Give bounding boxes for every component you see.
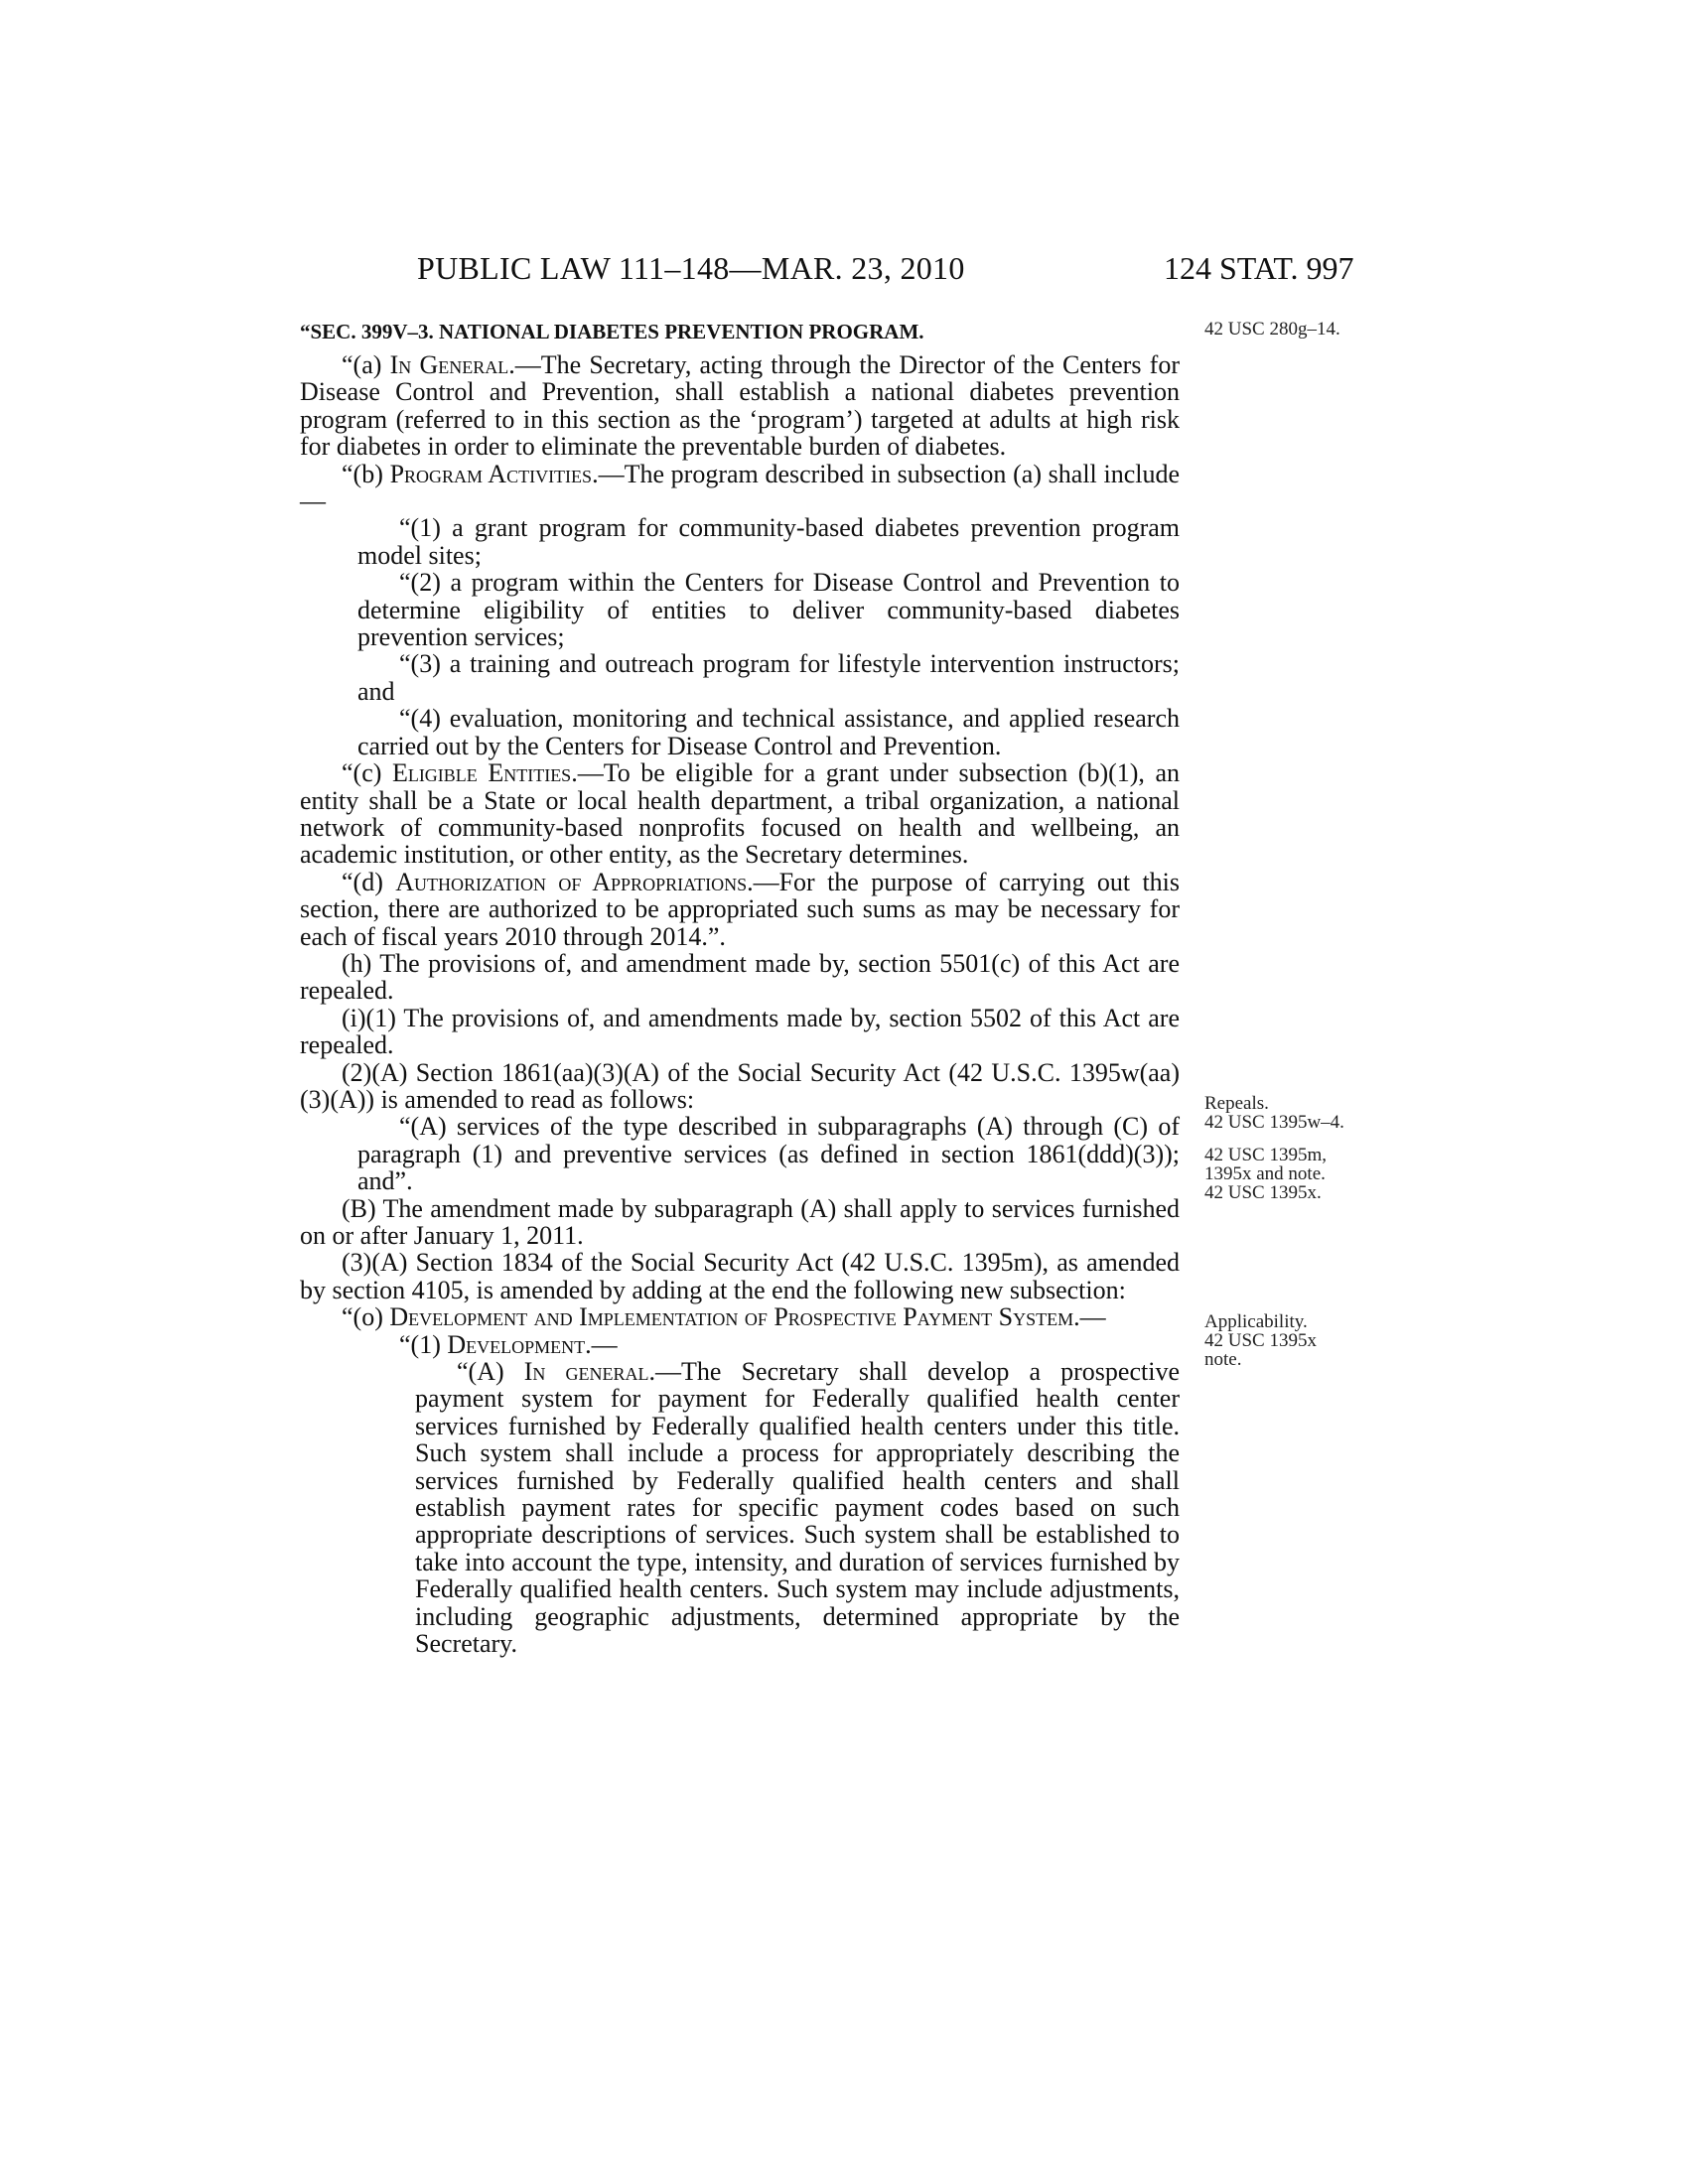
paragraph-o1: “(1) Development.— xyxy=(399,1329,618,1359)
section-heading: “SEC. 399V–3. NATIONAL DIABETES PREVENTION PROGRAM. xyxy=(300,320,924,343)
subsection-i3A: (3)(A) Section 1834 of the Social Security Act (42 U.S.C. 1395m), as amended by section 4105, is amended by adding at the end the following new subsection: xyxy=(300,1248,1180,1304)
margin-note-usc-280g: 42 USC 280g–14. xyxy=(1204,319,1340,340)
quoted-subparagraph-A: “(A) services of the type described in subparagraphs (A) through (C) of paragraph (1) and preventive services (as defined in section 1861(ddd)(3)); and”. xyxy=(357,1112,1180,1196)
statute-page-number: 124 STAT. 997 xyxy=(1164,250,1354,286)
new-subsection-o: “(o) Development and Implementation of Prospective Payment System.— xyxy=(342,1302,1106,1332)
subsection-a-heading: In General xyxy=(389,350,509,379)
subsection-i2A: (2)(A) Section 1861(aa)(3)(A) of the Social Security Act (42 U.S.C. 1395w(aa)(3)(A)) is amended to read as follows: xyxy=(300,1057,1180,1114)
subsection-h: (h) The provisions of, and amendment made by, section 5501(c) of this Act are repealed. xyxy=(300,948,1180,1006)
running-header-title: PUBLIC LAW 111–148—MAR. 23, 2010 xyxy=(417,250,965,286)
paragraph-o1-heading: Development xyxy=(447,1329,586,1359)
paragraph-b4: “(4) evaluation, monitoring and technical assistance, and applied research carried out by the Centers for Disease Control and Prevention. xyxy=(357,704,1180,760)
subsection-i2B: (B) The amendment made by subparagraph (A) shall apply to services furnished on or after January 1, 2011. xyxy=(300,1193,1180,1250)
subsection-c-heading: Eligible Entities xyxy=(391,758,572,788)
paragraph-b1: “(1) a grant program for community-based diabetes prevention program model sites; xyxy=(357,513,1180,570)
subsection-b: “(b) Program Activities.—The program described in subsection (a) shall include— xyxy=(300,459,1180,516)
subsection-i1: (i)(1) The provisions of, and amendments made by, section 5502 of this Act are repealed. xyxy=(300,1003,1180,1060)
subsection-c: “(c) Eligible Entities.—To be eligible for a grant under subsection (b)(1), an entity shall be a State or local health department, a tribal organization, a national network of community-based nonprofits focused on health and wellbeing, an academic institution, or other entity, as the Secretary determines. xyxy=(300,758,1180,870)
body-text xyxy=(300,319,1180,1658)
subsection-o-heading: Development and Implementation of Prospective Payment System xyxy=(389,1302,1074,1332)
margin-note-repeals: Repeals. 42 USC 1395w–4. xyxy=(1204,1093,1344,1133)
margin-note-applicability: Applicability. 42 USC 1395x note. xyxy=(1204,1311,1317,1370)
subparagraph-o1A-heading: In general xyxy=(523,1357,649,1387)
subsection-b-heading: Program Activities xyxy=(389,459,593,488)
subsection-d-heading: Authorization of Appropriations xyxy=(395,867,748,896)
paragraph-b2: “(2) a program within the Centers for Disease Control and Prevention to determine eligibility of entities to deliver community-based diabetes prevention services; xyxy=(357,568,1180,652)
subparagraph-o1A: “(A) In general.—The Secretary shall develop a prospective payment system for payment for Federally qualified health center services furnished by Federally qualified health centers under this title. Such system shall include a process for appropriately describing the services furnished by Federally qualified health centers and shall establish payment rates for specific payment codes based on such appropriate descriptions of services. Such system shall be established to take into account the type, intensity, and duration of services furnished by Federally qualified health centers. Such system may include adjustments, including geographic adjustments, determined appropriate by the Secretary. xyxy=(415,1357,1180,1659)
paragraph-b3: “(3) a training and outreach program for lifestyle intervention instructors; and xyxy=(357,649,1180,706)
subsection-a: “(a) In General.—The Secretary, acting through the Director of the Centers for Disease Control and Prevention, shall establish a national diabetes prevention program (referred to in this section as the ‘program’) targeted at adults at high risk for diabetes in order to eliminate the preventable burden of diabetes. xyxy=(300,350,1180,462)
subsection-d: “(d) Authorization of Appropriations.—For the purpose of carrying out this section, there are authorized to be appropriated such sums as may be necessary for each of fiscal years 2010 through 2014.”. xyxy=(300,867,1181,951)
margin-note-usc-1395m: 42 USC 1395m, 1395x and note. 42 USC 1395x. xyxy=(1204,1145,1327,1203)
